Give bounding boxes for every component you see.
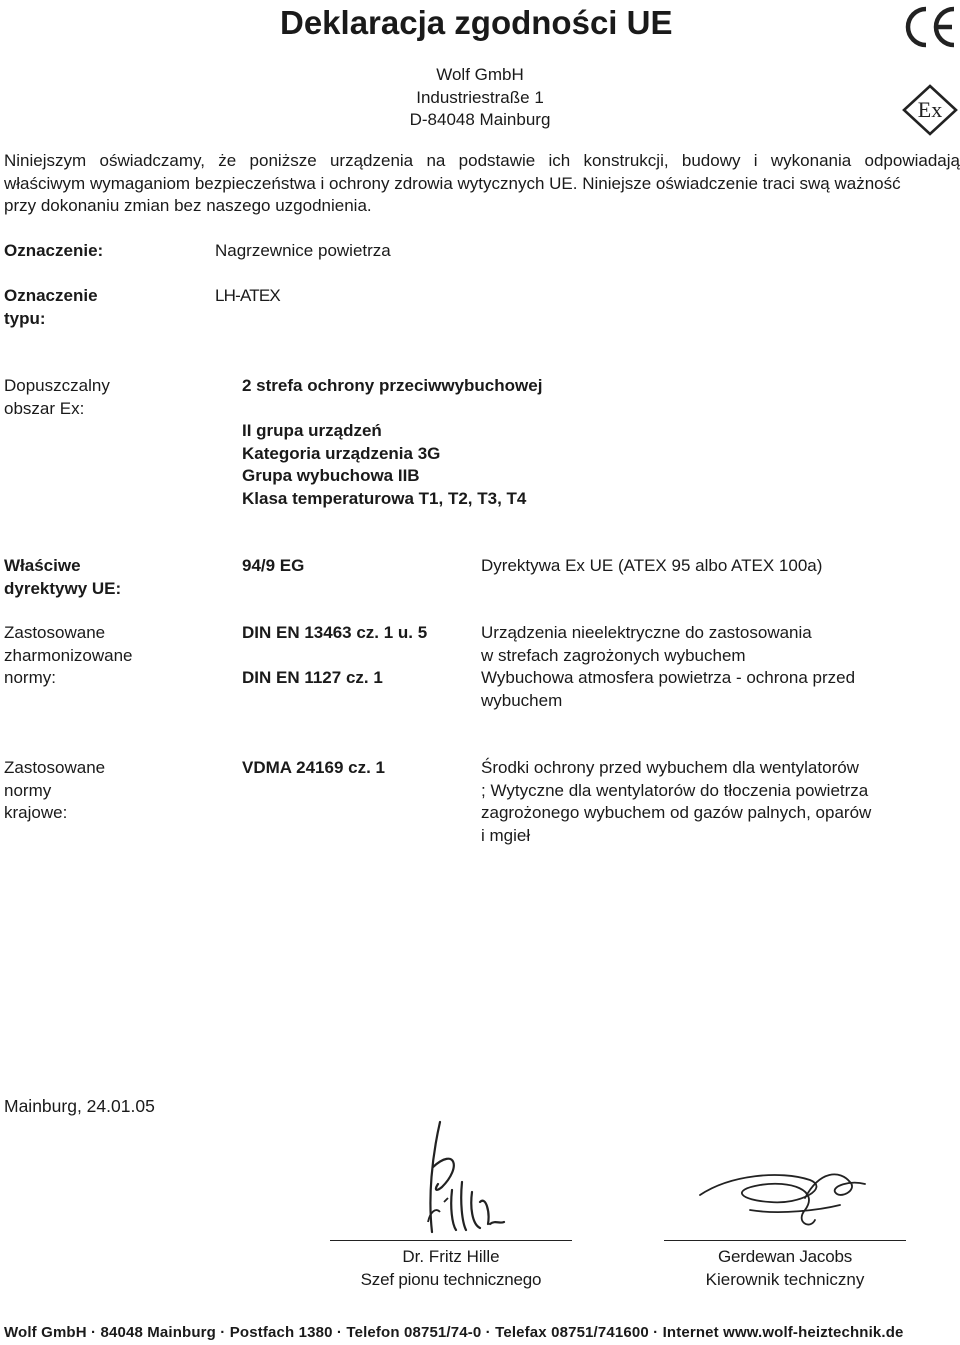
ex-group: II grupa urządzeń xyxy=(242,421,382,440)
national-norm-description: Środki ochrony przed wybuchem dla wentylatorów ; Wytyczne dla wentylatorów do tłoczenia powietrza zagrożonego wybuchem od gazów palnych, oparów i mgieł xyxy=(481,758,872,845)
norm-code: DIN EN 1127 cz. 1 xyxy=(242,668,383,687)
intro-line: Niniejszym oświadczamy, że poniższe urządzenia na podstawie ich konstrukcji, budowy i wykonania odpowiadają xyxy=(4,151,960,170)
ce-mark-icon xyxy=(902,4,958,50)
intro-line: przy dokonaniu zmian bez naszego uzgodnienia. xyxy=(4,196,372,215)
signatory-name: Dr. Fritz Hille xyxy=(402,1247,500,1266)
ex-category: Kategoria urządzenia 3G xyxy=(242,443,441,463)
national-norms-label: Zastosowane normy krajowe: xyxy=(4,758,106,822)
signature-line xyxy=(330,1240,572,1241)
harmonized-norms-label: Zastosowane zharmonizowane normy: xyxy=(4,623,133,687)
signatory-block xyxy=(330,1246,572,1291)
norm-code: DIN EN 13463 cz. 1 u. 5 xyxy=(242,623,428,642)
company-name: Wolf GmbH xyxy=(436,65,524,84)
ex-zone: 2 strefa ochrony przeciwwybuchowej xyxy=(242,376,543,395)
norm-description: Wybuchowa atmosfera powietrza - ochrona przed wybuchem xyxy=(481,668,856,710)
company-city: D-84048 Mainburg xyxy=(409,110,551,129)
signature-jacobs-icon xyxy=(690,1150,880,1235)
directive-description: Dyrektywa Ex UE (ATEX 95 albo ATEX 100a) xyxy=(481,556,823,575)
ex-details xyxy=(242,420,526,510)
ex-explosion-group: Grupa wybuchowa IIB xyxy=(242,466,420,485)
signature-hille-icon xyxy=(400,1112,510,1237)
norm-description: Urządzenia nieelektryczne do zastosowania w strefach zagrożonych wybuchem xyxy=(481,623,812,665)
type-label: Oznaczenie typu: xyxy=(4,286,98,328)
ex-mark-text: Ex xyxy=(917,97,943,122)
company-street: Industriestraße 1 xyxy=(416,87,544,107)
national-norm-code: VDMA 24169 cz. 1 xyxy=(242,758,385,777)
designation-label: Oznaczenie: xyxy=(4,241,104,260)
signatory-block xyxy=(664,1246,906,1291)
page-title: Deklaracja zgodności UE xyxy=(280,4,673,41)
type-value: LH-ATEX xyxy=(215,286,280,305)
directives-label: Właściwe dyrektywy UE: xyxy=(4,556,122,598)
company-address xyxy=(330,64,630,132)
signatory-role: Kierownik techniczny xyxy=(705,1269,865,1289)
signatory-name: Gerdewan Jacobs xyxy=(717,1247,853,1266)
ex-mark-icon xyxy=(902,84,958,136)
ex-area-label: Dopuszczalny obszar Ex: xyxy=(4,376,110,418)
intro-paragraph xyxy=(4,150,960,218)
ex-temperature-class: Klasa temperaturowa T1, T2, T3, T4 xyxy=(242,488,527,508)
place-date: Mainburg, 24.01.05 xyxy=(4,1096,155,1116)
intro-line: właściwym wymaganiom bezpieczeństwa i ochrony zdrowia wytycznych UE. Niniejsze oświadczenie traci swą ważność xyxy=(4,173,901,193)
signatory-role: Szef pionu technicznego xyxy=(360,1269,542,1289)
directive-code: 94/9 EG xyxy=(242,556,305,575)
signature-line xyxy=(664,1240,906,1241)
footer-contact: Wolf GmbH · 84048 Mainburg · Postfach 1380 · Telefon 08751/74-0 · Telefax 08751/741600 · Internet www.wolf-heiztechnik.de xyxy=(4,1324,904,1341)
designation-value: Nagrzewnice powietrza xyxy=(215,241,391,260)
